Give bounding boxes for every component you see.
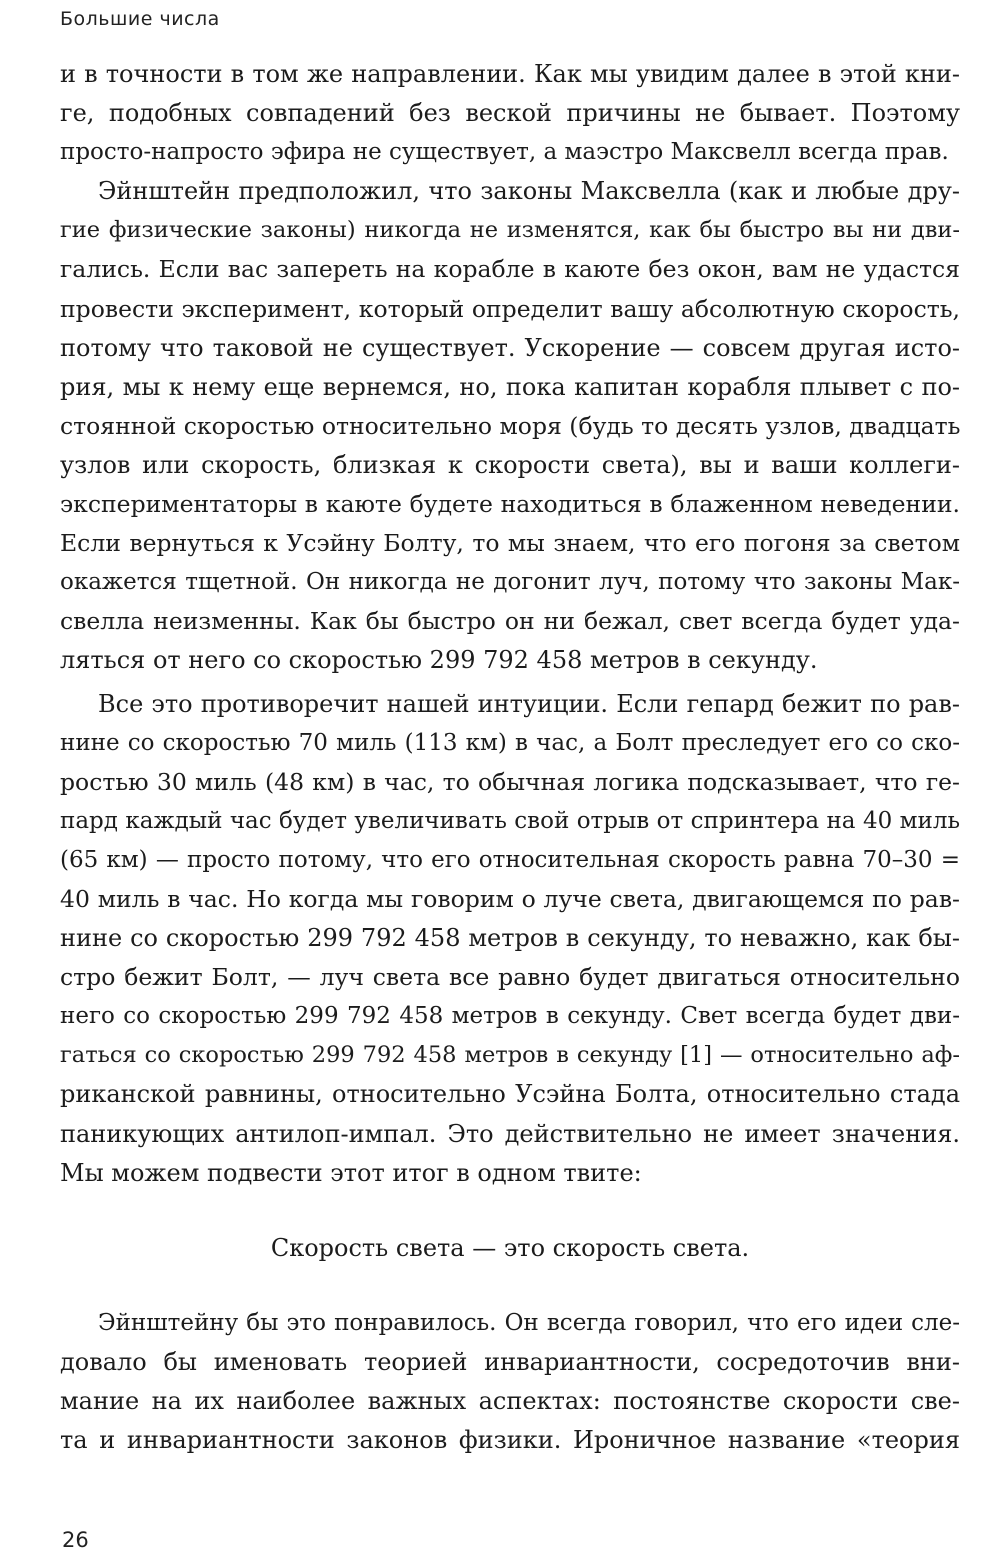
text-line: Если вернуться к Усэйну Болту, то мы знаем, что его погоня за светом: [60, 529, 960, 558]
page-number: 26: [62, 1528, 89, 1552]
paragraph-1: [60, 55, 960, 172]
text-line: Мы можем подвести этот итог в одном твите:: [60, 1158, 642, 1187]
text-line: Эйнштейн предположил, что законы Максвелла (как и любые дру-: [98, 177, 960, 206]
text-line: та и инвариантности законов физики. Ироничное название «теория: [60, 1426, 960, 1455]
text-line: ростью 30 миль (48 км) в час, то обычная логика подсказывает, что ге-: [60, 767, 960, 796]
text-line: риканской равнины, относительно Усэйна Болта, относительно стада: [60, 1080, 960, 1109]
text-line: провести эксперимент, который определит вашу абсолютную скорость,: [60, 294, 960, 323]
text-line: и в точности в том же направлении. Как мы увидим далее в этой кни-: [60, 60, 960, 88]
text-line: паникующих антилоп-импал. Это действительно не имеет значения.: [60, 1119, 960, 1148]
centered-quote: Скорость света — это скорость света.: [270, 1233, 750, 1262]
text-line: 40 миль в час. Но когда мы говорим о луче света, двигающемся по рав-: [60, 884, 960, 913]
text-line: нине со скоростью 299 792 458 метров в секунду, то неважно, как бы-: [60, 924, 960, 953]
text-line: пард каждый час будет увеличивать свой отрыв от спринтера на 40 миль: [60, 807, 960, 834]
text-line: Все это противоречит нашей интуиции. Если гепард бежит по рав-: [98, 689, 960, 718]
running-header: Большие числа: [60, 8, 220, 30]
text-line: рия, мы к нему еще вернемся, но, пока капитан корабля плывет с по-: [60, 372, 960, 401]
text-line: свелла неизменны. Как бы быстро он ни бежал, свет всегда будет уда-: [60, 607, 960, 636]
text-line: него со скоростью 299 792 458 метров в секунду. Свет всегда будет дви-: [60, 1003, 960, 1030]
text-line: гались. Если вас запереть на корабле в каюте без окон, вам не удастся: [60, 255, 960, 284]
text-line: ге, подобных совпадений без веской причины не бывает. Поэтому: [60, 99, 960, 128]
page-body: [60, 55, 960, 1460]
text-line: гие физические законы) никогда не изменятся, как бы быстро вы ни дви-: [60, 217, 960, 244]
text-line: (65 км) — просто потому, что его относительная скорость равна 70–30 =: [60, 846, 960, 873]
text-line: просто-напросто эфира не существует, а маэстро Максвелл всегда прав.: [60, 139, 949, 166]
text-line: гаться со скоростью 299 792 458 метров в секунду [1] — относительно аф-: [60, 1042, 960, 1069]
text-line: узлов или скорость, близкая к скорости света), вы и ваши коллеги-: [60, 450, 960, 479]
text-line: Эйнштейну бы это понравилось. Он всегда говорил, что его идеи сле-: [98, 1309, 960, 1336]
paragraph-4: [60, 1304, 960, 1460]
text-line: потому что таковой не существует. Ускорение — совсем другая исто-: [60, 333, 960, 362]
paragraph-3: [60, 685, 960, 1193]
text-line: стро бежит Болт, — луч света все равно будет двигаться относительно: [60, 963, 960, 992]
text-line: стоянной скоростью относительно моря (будь то десять узлов, двадцать: [60, 411, 961, 440]
text-line: ляться от него со скоростью 299 792 458 метров в секунду.: [60, 646, 818, 675]
text-line: окажется тщетной. Он никогда не догонит луч, потому что законы Мак-: [60, 569, 960, 596]
text-line: довало бы именовать теорией инвариантности, сосредоточив вни-: [60, 1347, 960, 1376]
paragraph-2: [60, 172, 960, 680]
text-line: нине со скоростью 70 миль (113 км) в час, а Болт преследует его со ско-: [60, 729, 960, 756]
text-line: мание на их наиболее важных аспектах: постоянстве скорости све-: [60, 1387, 960, 1415]
text-line: экспериментаторы в каюте будете находиться в блаженном неведении.: [60, 490, 960, 519]
